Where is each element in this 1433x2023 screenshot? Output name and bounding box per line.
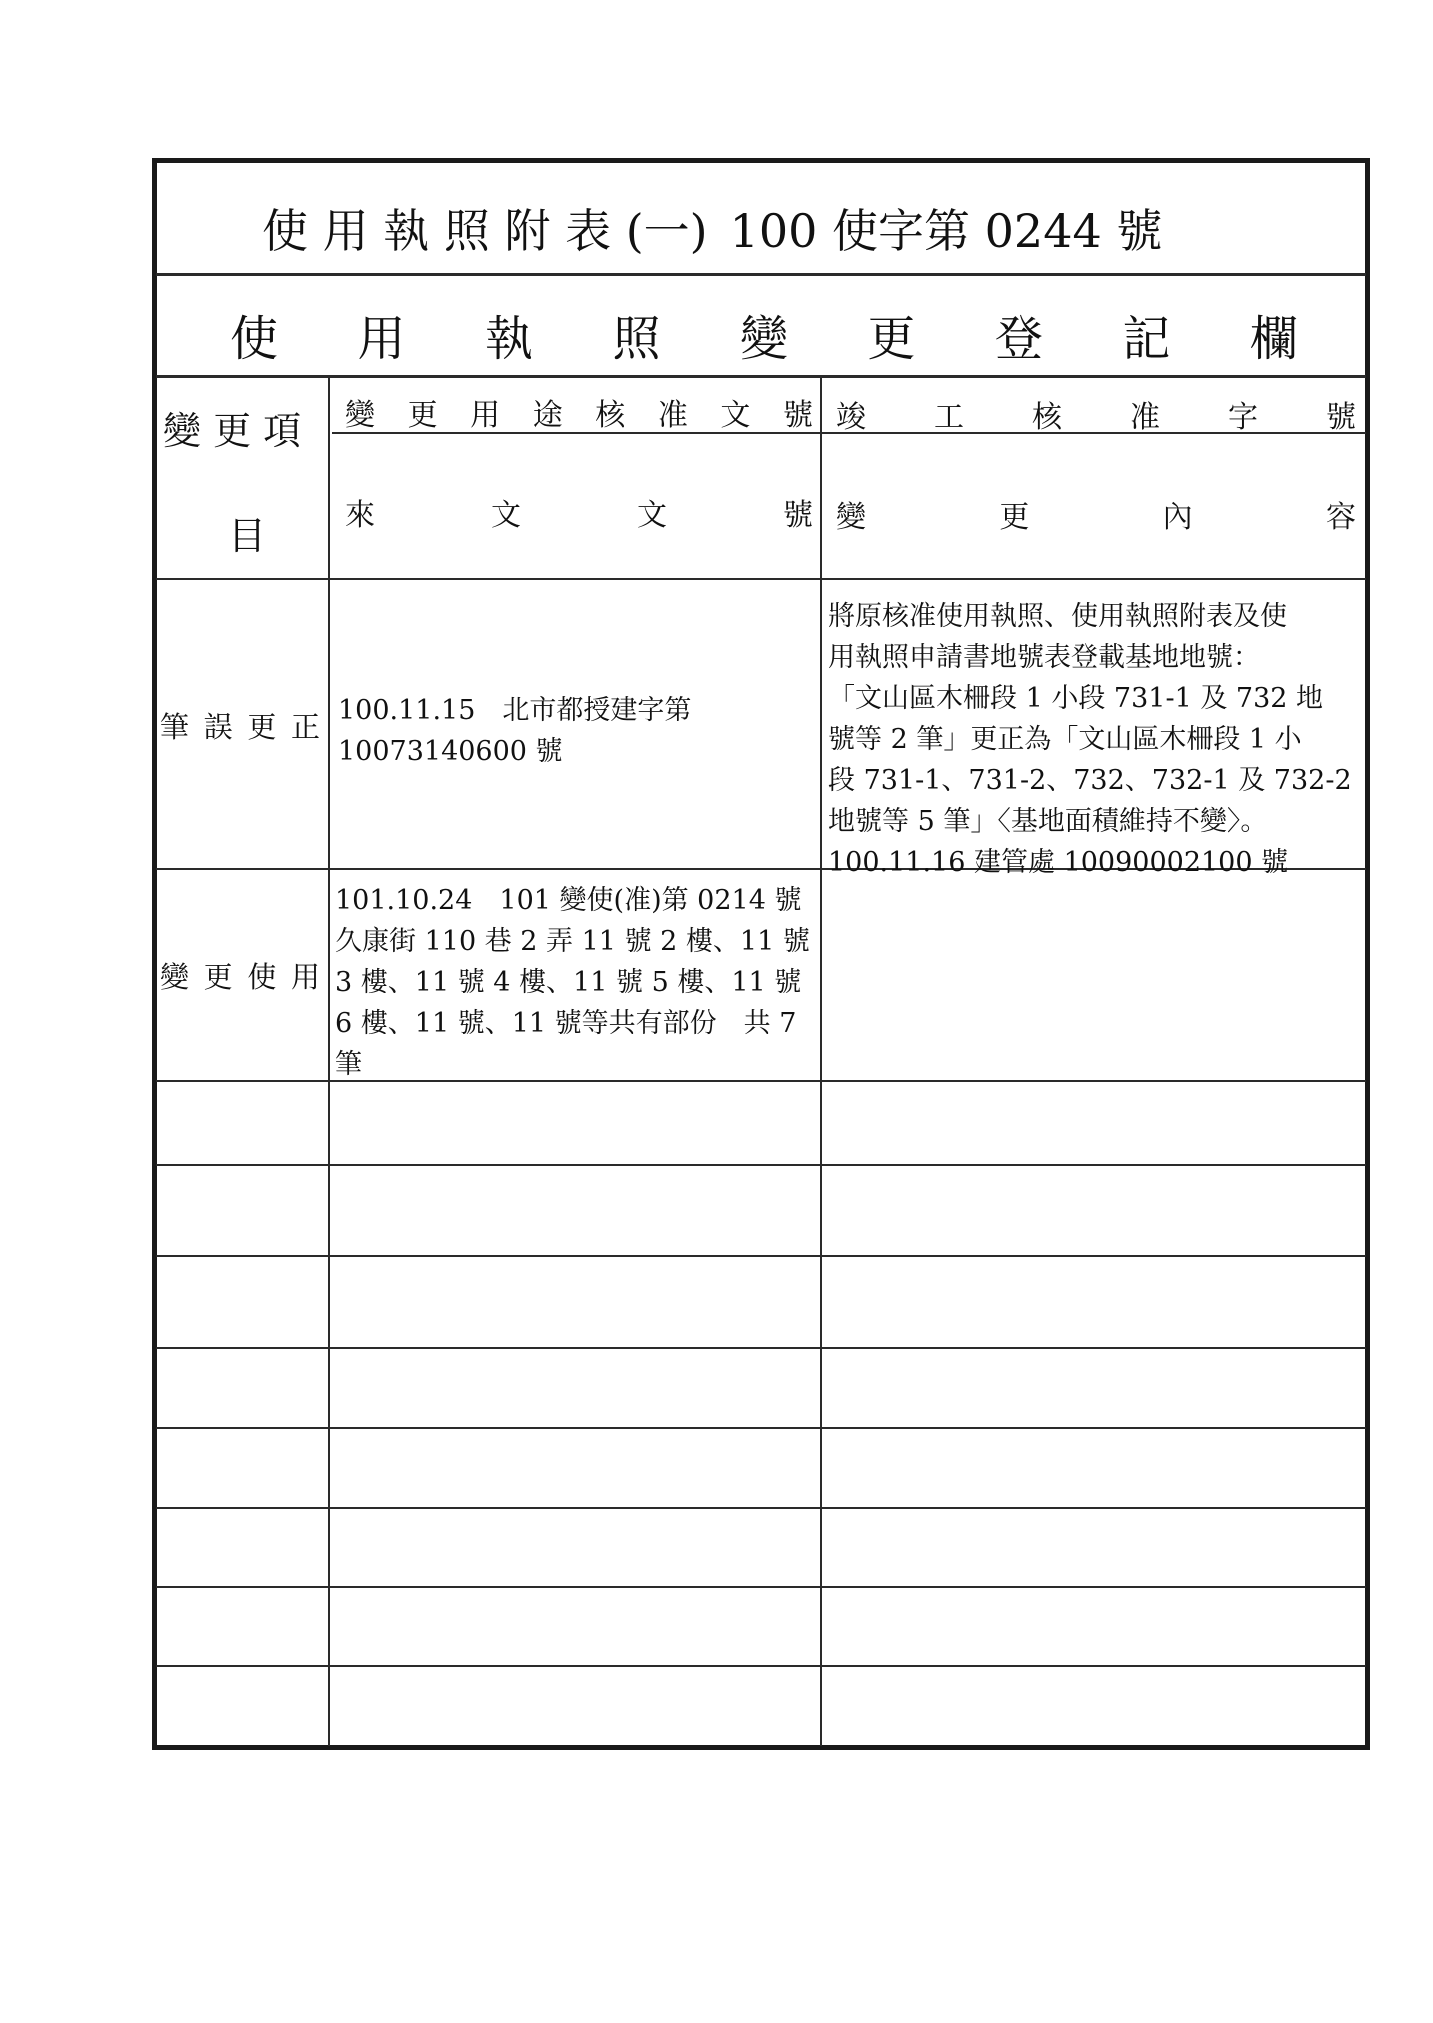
rule-empty-3 bbox=[156, 1347, 1366, 1349]
rule-col2 bbox=[820, 375, 822, 1746]
banner-char: 更 bbox=[867, 311, 916, 367]
banner-char: 欄 bbox=[1249, 311, 1298, 367]
banner-char: 使 bbox=[230, 311, 279, 367]
banner-char: 登 bbox=[994, 311, 1043, 367]
rule-empty-2 bbox=[156, 1255, 1366, 1257]
banner-char: 記 bbox=[1122, 311, 1171, 367]
rule-under-banner bbox=[156, 375, 1366, 378]
banner-char: 變 bbox=[739, 311, 788, 367]
title-left: 使 用 執 照 附 表 (一) bbox=[262, 204, 708, 258]
row-doc-number: 100.11.15 北市都授建字第 10073140600 號 bbox=[338, 695, 692, 767]
row-change-content: 將原核准使用執照、使用執照附表及使 用執照申請書地號表登載基地地號： 「文山區木柵段 1 小段 731-1 及 732 地 號等 2 筆」更正為「文山區木柵段 1 小 段 731-1、731-2、732、732-1 及 732-2 地號等 5 筆」〈基地面積維持不變〉。 100.11.16 建管處 10090002100 號 bbox=[828, 601, 1352, 878]
banner-char: 照 bbox=[612, 311, 661, 367]
banner-char: 執 bbox=[484, 311, 533, 367]
rule-under-header bbox=[156, 578, 1366, 580]
row-doc-number: 101.10.24 101 變使(准)第 0214 號 久康街 110 巷 2 弄 11 號 2 樓、11 號 3 樓、11 號 4 樓、11 號 5 樓、11 號 6 樓、11 號、11 號等共有部份 共 7 筆 bbox=[335, 885, 810, 1080]
banner-char: 用 bbox=[357, 311, 406, 367]
row-item-label: 筆 誤 更 正 bbox=[160, 710, 320, 744]
rule-empty-1 bbox=[156, 1164, 1366, 1166]
rule-col1 bbox=[328, 375, 330, 1746]
rule-under-title bbox=[156, 273, 1366, 276]
header-change-content: 變 更 內 容 bbox=[836, 500, 1356, 535]
title-permit-number: 100 使字第 0244 號 bbox=[729, 204, 1163, 258]
rule-empty-7 bbox=[156, 1665, 1366, 1667]
header-completion-number: 竣 工 核 准 字 號 bbox=[836, 400, 1356, 435]
page-title bbox=[262, 195, 1162, 261]
header-approval-number: 變 更 用 途 核 准 文 號 bbox=[345, 398, 813, 433]
header-item-line1: 變 更 項 bbox=[163, 409, 302, 453]
rule-empty-5 bbox=[156, 1507, 1366, 1509]
rule-empty-6 bbox=[156, 1586, 1366, 1588]
header-incoming-number: 來 文 文 號 bbox=[345, 498, 813, 533]
header-item-line2: 目 bbox=[228, 514, 267, 558]
row-item-label: 變 更 使 用 bbox=[160, 960, 320, 994]
section-banner bbox=[230, 300, 1298, 369]
rule-empty-4 bbox=[156, 1427, 1366, 1429]
